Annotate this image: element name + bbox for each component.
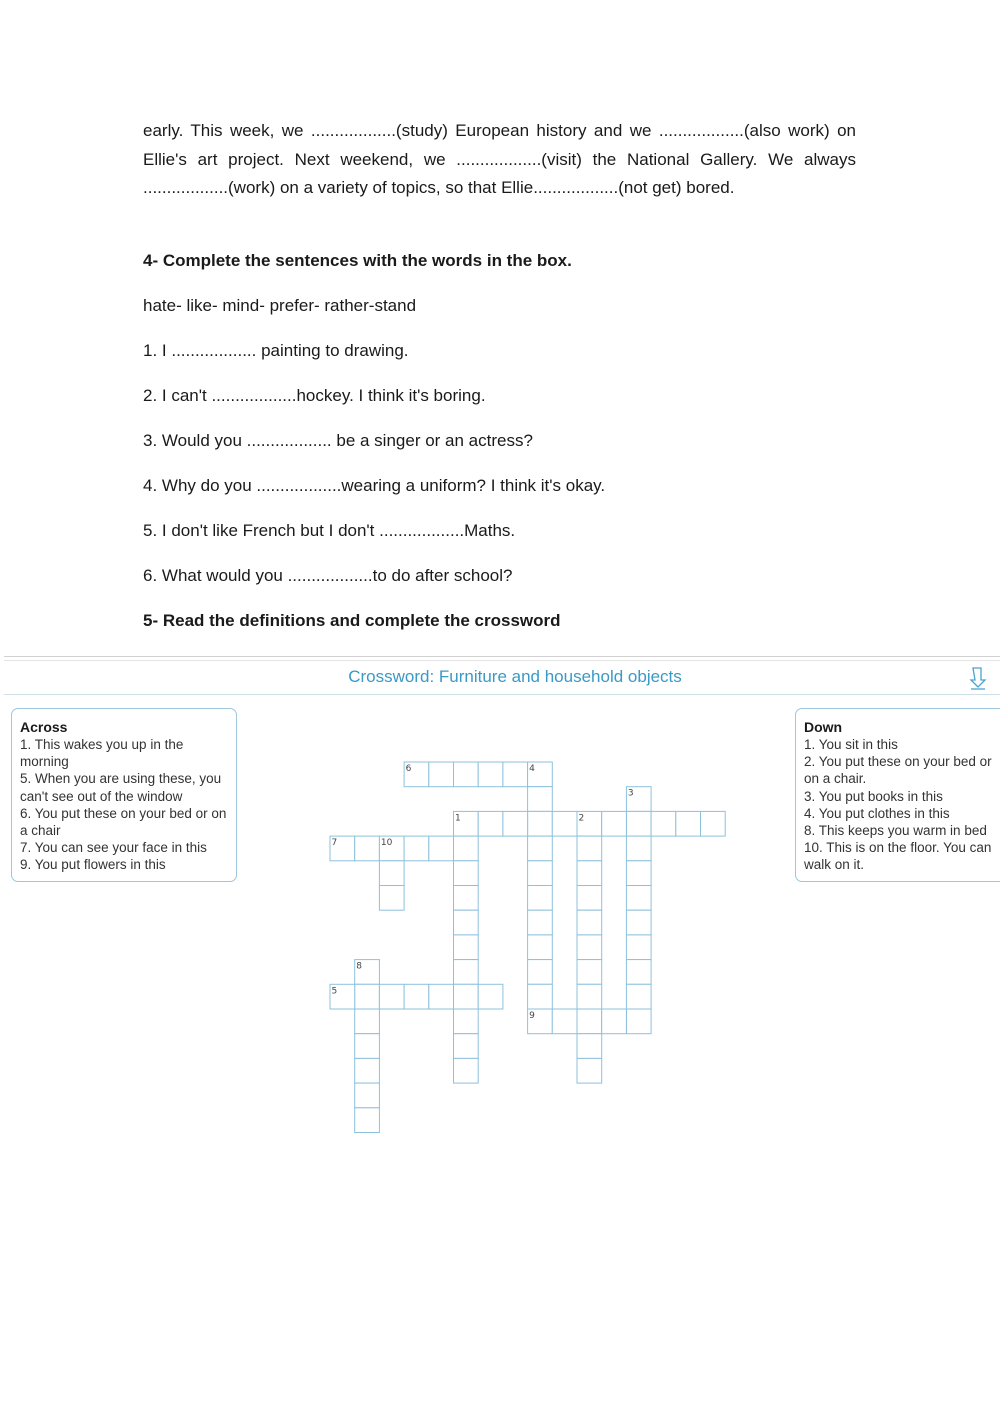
crossword-cell[interactable]: [454, 984, 479, 1009]
crossword-cell[interactable]: [626, 984, 651, 1009]
crossword-cell[interactable]: [429, 984, 454, 1009]
crossword-cell[interactable]: [454, 910, 479, 935]
clue-number-2: 2: [578, 813, 585, 824]
crossword-cell[interactable]: [454, 960, 479, 985]
crossword-cell[interactable]: [478, 811, 503, 836]
down-clue-2: 2. You put these on your bed or on a chair.: [804, 754, 992, 787]
crossword-cell[interactable]: [379, 861, 404, 886]
crossword-cell[interactable]: [454, 1058, 479, 1083]
crossword-cell[interactable]: [454, 861, 479, 886]
crossword-cell[interactable]: [676, 811, 701, 836]
crossword-cell[interactable]: [577, 861, 602, 886]
crossword-cell[interactable]: [602, 1009, 627, 1034]
crossword-cell[interactable]: [528, 910, 553, 935]
crossword-cell[interactable]: [577, 910, 602, 935]
crossword-cell[interactable]: [503, 811, 528, 836]
clue-number-4: 4: [529, 764, 535, 774]
down-heading: Down: [804, 719, 843, 735]
crossword-cell[interactable]: [626, 960, 651, 985]
crossword-cell[interactable]: [404, 984, 429, 1009]
crossword-cell[interactable]: [528, 960, 553, 985]
crossword-cell[interactable]: [429, 836, 454, 861]
exercise3-paragraph: early. This week, we ..................(study) European history and we ..................(also work) on Ellie's art project. Next weekend, we ..................(visit) the National Gallery. We always ..................(work) on a variety of topics, so that Ellie..................(not get) bored.: [143, 121, 856, 197]
crossword-cell[interactable]: [454, 762, 479, 787]
crossword-cell[interactable]: [454, 836, 479, 861]
crossword-cell[interactable]: [379, 984, 404, 1009]
exercise4-heading: 4- Complete the sentences with the words in the box.: [143, 251, 572, 270]
across-clue-5: 5. When you are using these, you can't see out of the window: [20, 771, 222, 804]
down-clue-3: 3. You put books in this: [804, 788, 943, 804]
crossword-cell[interactable]: [355, 1058, 380, 1083]
crossword-cell[interactable]: [577, 836, 602, 861]
crossword-cell[interactable]: [454, 886, 479, 911]
crossword-title: Crossword: Furniture and household objects: [348, 667, 682, 686]
clue-number-10: 10: [380, 838, 393, 849]
crossword-cell[interactable]: [626, 811, 651, 836]
crossword-cell[interactable]: [355, 1108, 380, 1133]
crossword-cell[interactable]: [478, 984, 503, 1009]
crossword-cell[interactable]: [626, 935, 651, 960]
crossword-cell[interactable]: [626, 836, 651, 861]
crossword-cell[interactable]: [454, 1009, 479, 1034]
clue-number-1: 1: [455, 813, 461, 824]
crossword-cell[interactable]: [577, 935, 602, 960]
crossword-cell[interactable]: [577, 984, 602, 1009]
crossword-cell[interactable]: [355, 836, 380, 861]
sentence-6: 6. What would you ..................to do after school?: [143, 566, 513, 585]
crossword-cell[interactable]: [626, 861, 651, 886]
crossword-cell[interactable]: [528, 836, 553, 861]
crossword-cell[interactable]: [577, 886, 602, 911]
across-clue-7: 7. You can see your face in this: [20, 840, 207, 856]
sentence-5: 5. I don't like French but I don't ..................Maths.: [143, 521, 516, 540]
exercise5-heading: 5- Read the definitions and complete the crossword: [143, 611, 561, 630]
crossword-cell[interactable]: [577, 1009, 602, 1034]
across-clue-6: 6. You put these on your bed or on a chair: [20, 805, 227, 839]
crossword-cell[interactable]: [528, 861, 553, 886]
crossword-cell[interactable]: [528, 984, 553, 1009]
clue-number-5: 5: [331, 986, 338, 997]
crossword-cell[interactable]: [626, 886, 651, 911]
crossword-cell[interactable]: [355, 1009, 380, 1034]
crossword-cell[interactable]: [355, 1083, 380, 1108]
sentence-3: 3. Would you .................. be a singer or an actress?: [143, 431, 533, 450]
crossword-cell[interactable]: [602, 811, 627, 836]
across-heading: Across: [20, 719, 68, 735]
crossword-cell[interactable]: [379, 886, 404, 911]
crossword-cell[interactable]: [626, 910, 651, 935]
crossword-cell[interactable]: [552, 1009, 577, 1034]
crossword-cell[interactable]: [528, 886, 553, 911]
down-clue-10: 10. This is on the floor. You can walk on it.: [804, 840, 992, 873]
crossword-cell[interactable]: [701, 811, 726, 836]
crossword-cell[interactable]: [503, 762, 528, 787]
crossword-cell[interactable]: [626, 1009, 651, 1034]
crossword-cell[interactable]: [355, 984, 380, 1009]
crossword-cell[interactable]: [528, 787, 553, 812]
down-clue-1: 1. You sit in this: [804, 737, 898, 752]
across-clue-9: 9. You put flowers in this: [20, 857, 166, 873]
clue-number-6: 6: [405, 764, 412, 774]
sentence-4: 4. Why do you ..................wearing a uniform? I think it's okay.: [143, 476, 606, 495]
clue-number-3: 3: [627, 788, 634, 799]
crossword-cell[interactable]: [404, 836, 429, 861]
clue-number-8: 8: [356, 961, 362, 972]
crossword-cell[interactable]: [577, 1034, 602, 1059]
crossword-cell[interactable]: [651, 811, 676, 836]
down-clue-4: 4. You put clothes in this: [804, 805, 950, 821]
clue-number-7: 7: [331, 838, 338, 849]
crossword-cell[interactable]: [528, 811, 553, 836]
across-clue-1: 1. This wakes you up in the morning: [20, 737, 184, 770]
word-box: hate- like- mind- prefer- rather-stand: [143, 296, 417, 315]
crossword-cell[interactable]: [355, 1034, 380, 1059]
sentence-2: 2. I can't ..................hockey. I think it's boring.: [143, 386, 486, 405]
sentence-1: 1. I .................. painting to drawing.: [143, 341, 409, 360]
crossword-cell[interactable]: [454, 935, 479, 960]
crossword-cell[interactable]: [577, 1058, 602, 1083]
clue-number-9: 9: [529, 1011, 535, 1021]
crossword-cell[interactable]: [454, 1034, 479, 1059]
crossword-cell[interactable]: [429, 762, 454, 787]
crossword-cell[interactable]: [478, 762, 503, 787]
crossword-cell[interactable]: [552, 811, 577, 836]
crossword-cell[interactable]: [528, 935, 553, 960]
crossword-cell[interactable]: [577, 960, 602, 985]
down-clue-8: 8. This keeps you warm in bed: [804, 823, 987, 839]
